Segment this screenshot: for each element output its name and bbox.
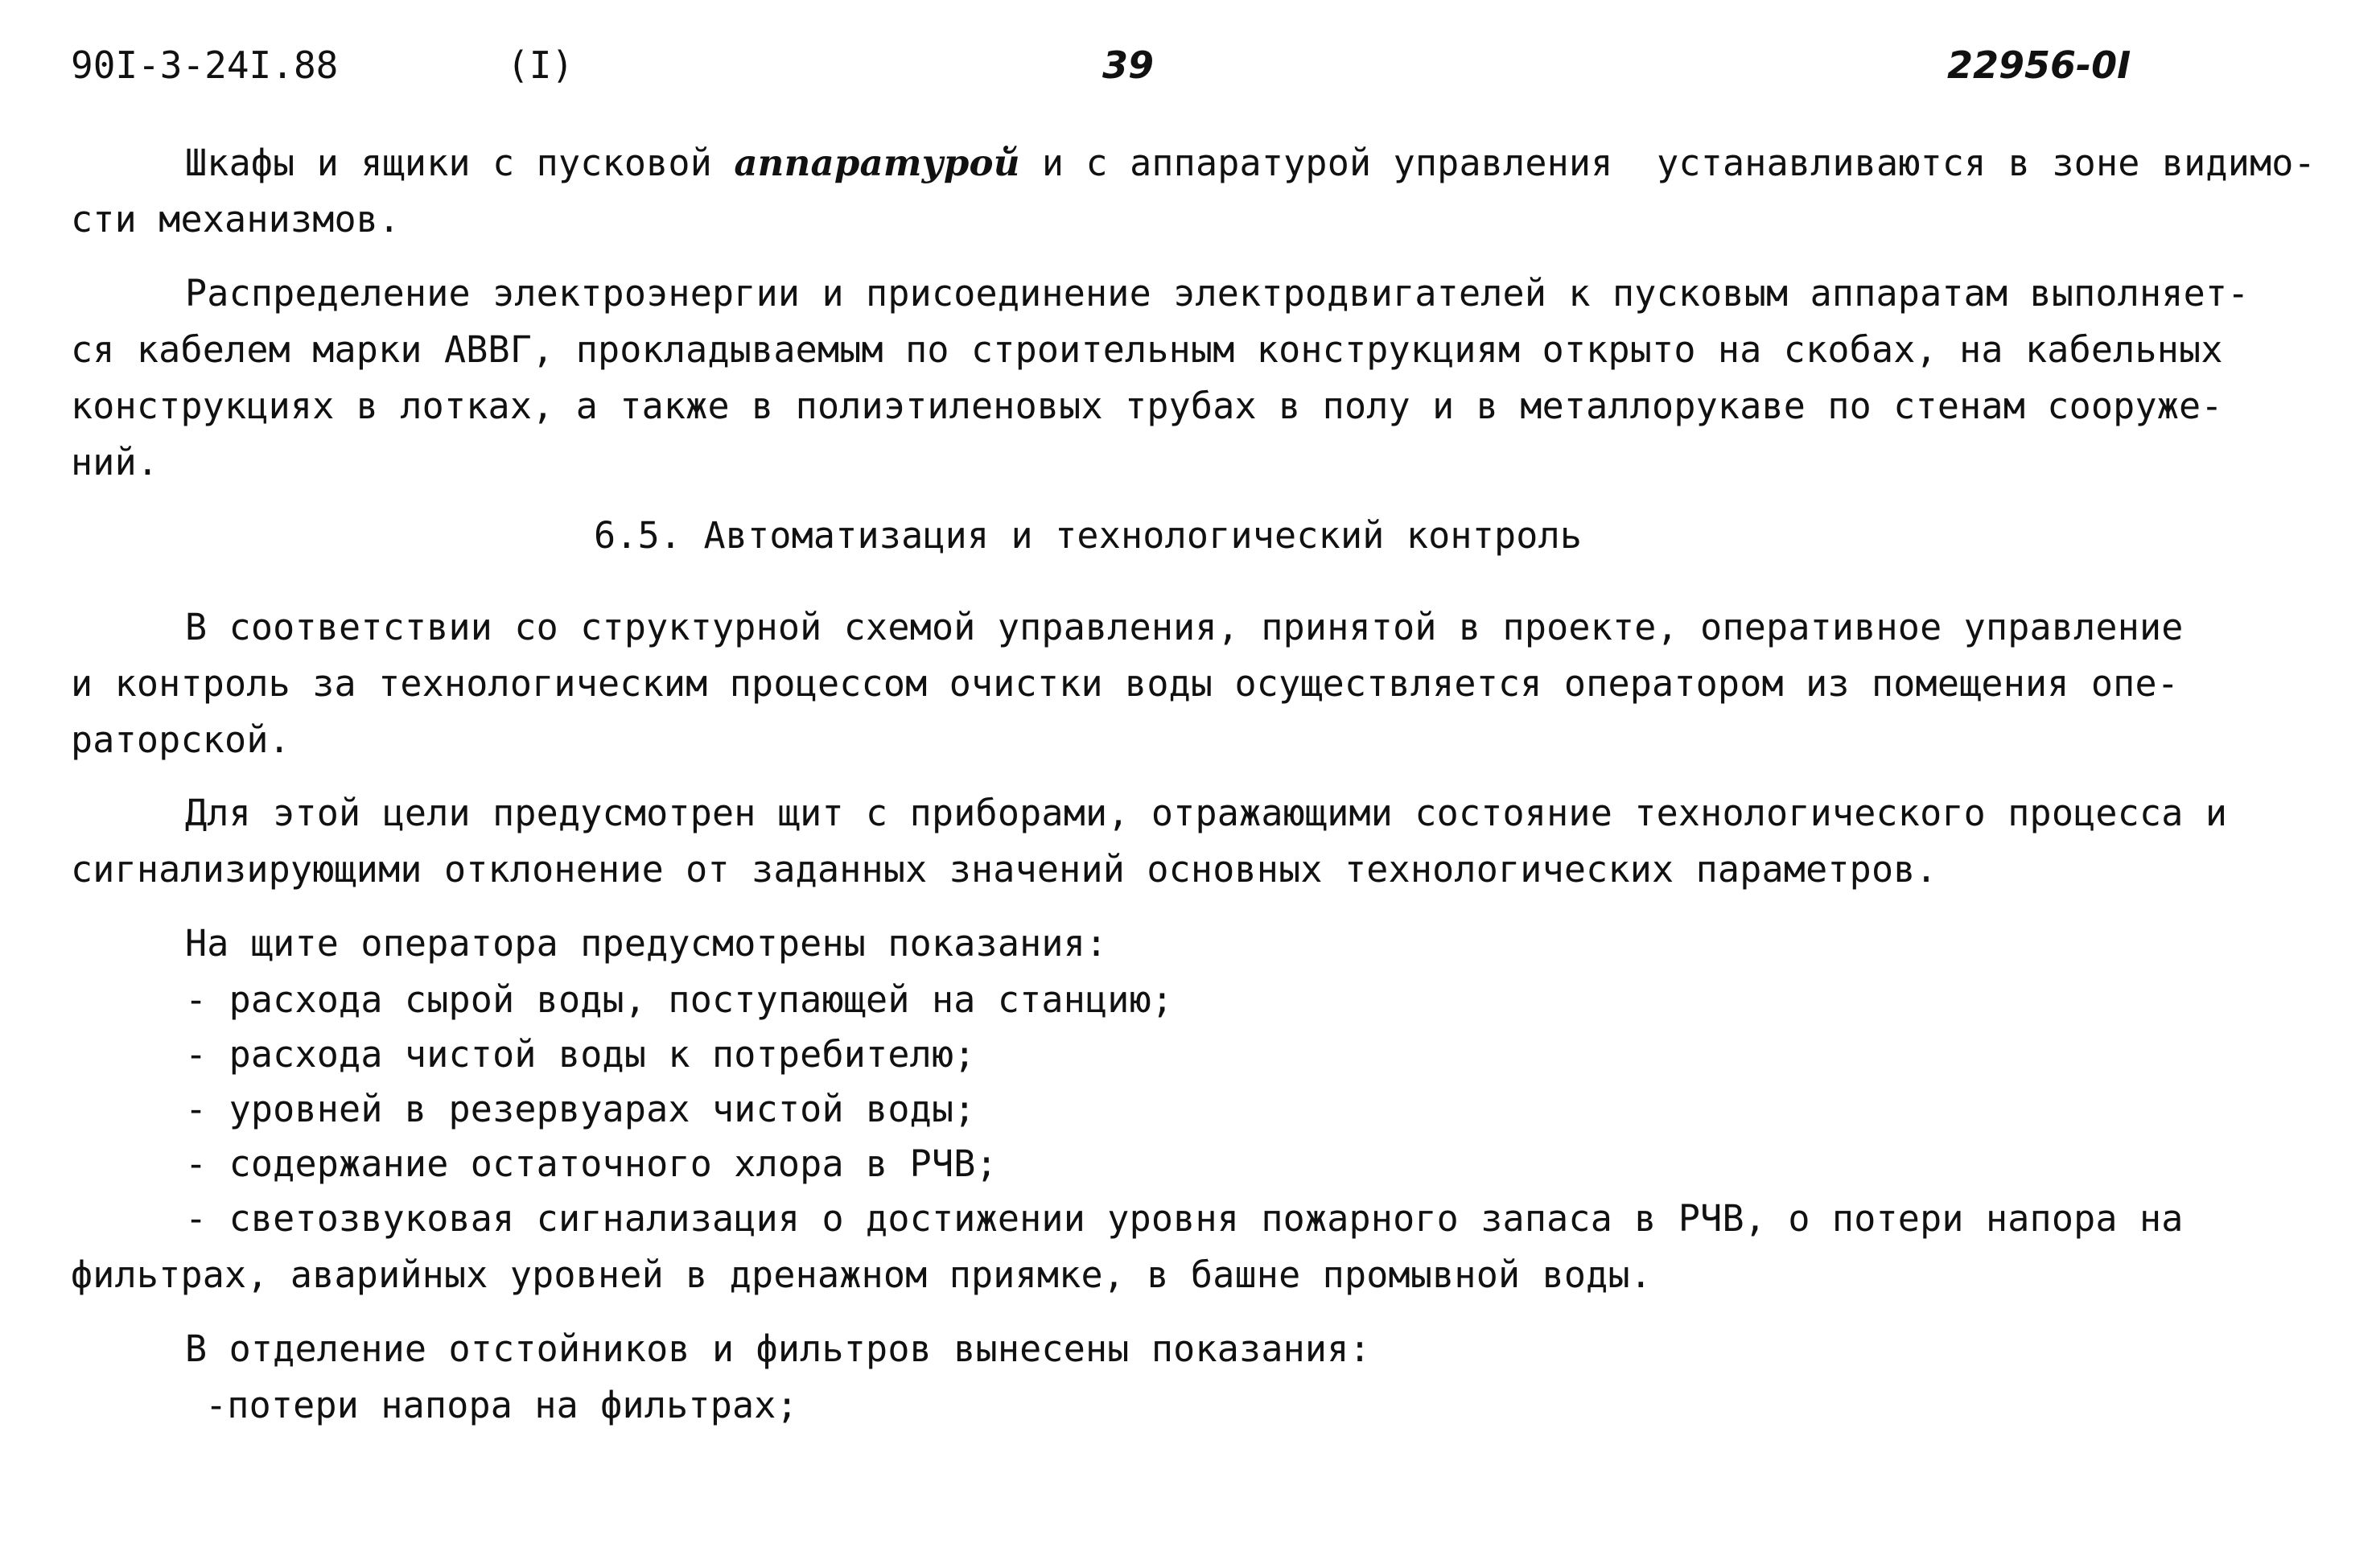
paragraph-2-line-2: ся кабелем марки АВВГ, прокладываемым по строительным конструкциям открыто на скобах, на кабельных xyxy=(71,328,2223,371)
list-item: - светозвуковая сигнализация о достижении уровня пожарного запаса в РЧВ, о потери напора на xyxy=(185,1197,2184,1240)
paragraph-3-line-2: и контроль за технологическим процессом очистки воды осуществляется оператором из помещения опе- xyxy=(71,662,2180,705)
paragraph-3-line-1: В соответствии со структурной схемой управления, принятой в проекте, оперативное управление xyxy=(185,606,2184,648)
paragraph-1-line-2: сти механизмов. xyxy=(71,198,401,241)
list-item-continuation: фильтрах, аварийных уровней в дренажном приямке, в башне промывной воды. xyxy=(71,1253,1653,1296)
paragraph-1-line-1 xyxy=(185,142,2316,184)
section-heading: 6.5. Автоматизация и технологический контроль xyxy=(594,514,1583,557)
doc-code: 90I-3-24I.88 xyxy=(71,43,339,87)
list-intro: В отделение отстойников и фильтров вынесены показания: xyxy=(185,1327,1371,1370)
list-item: - уровней в резервуарах чистой воды; xyxy=(185,1088,976,1130)
page-number: 39 xyxy=(1102,43,1155,87)
paragraph-2-line-1: Распределение электроэнергии и присоединение электродвигателей к пусковым аппаратам выполняет- xyxy=(185,272,2250,315)
inventory-number: 22956-0I xyxy=(1947,43,2131,87)
text-run: и с аппаратурой управления устанавливаются в зоне видимо- xyxy=(1041,142,2316,184)
paragraph-3-line-3: раторской. xyxy=(71,718,290,761)
list-item: - расхода чистой воды к потребителю; xyxy=(185,1033,976,1076)
list-item: - расхода сырой воды, поступающей на станцию; xyxy=(185,978,1174,1021)
list-intro: На щите оператора предусмотрены показания: xyxy=(185,922,1108,965)
doc-part: (I) xyxy=(507,43,574,87)
handwritten-correction: аппаратурой xyxy=(734,142,1020,184)
text-run: Шкафы и ящики с пусковой xyxy=(185,142,713,184)
paragraph-4-line-1: Для этой цели предусмотрен щит с приборами, отражающими состояние технологического процесса и xyxy=(185,792,2228,834)
paragraph-4-line-2: сигнализирующими отклонение от заданных значений основных технологических параметров. xyxy=(71,848,1937,891)
paragraph-2-line-3: конструкциях в лотках, а также в полиэтиленовых трубах в полу и в металлорукаве по стенам сооруже- xyxy=(71,385,2223,427)
list-item: - содержание остаточного хлора в РЧВ; xyxy=(185,1142,998,1185)
paragraph-2-line-4: ний. xyxy=(71,441,159,484)
list-item: -потери напора на фильтрах; xyxy=(205,1384,798,1426)
